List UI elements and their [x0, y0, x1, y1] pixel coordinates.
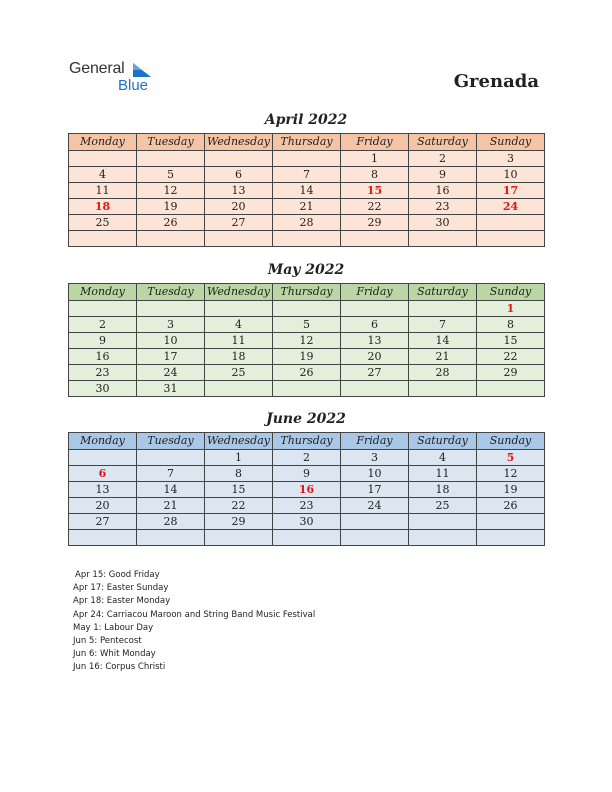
day-cell: 21	[409, 349, 477, 365]
holiday-item: Apr 15: Good Friday	[75, 570, 160, 580]
holiday-list	[73, 569, 315, 675]
day-cell	[137, 450, 205, 466]
day-cell: 22	[477, 349, 545, 365]
day-cell: 14	[137, 482, 205, 498]
week-row	[69, 349, 545, 365]
day-cell: 27	[69, 514, 137, 530]
day-cell: 29	[341, 215, 409, 231]
day-cell	[205, 231, 273, 247]
day-cell: 10	[341, 466, 409, 482]
day-cell: 23	[409, 199, 477, 215]
day-cell: 10	[137, 333, 205, 349]
weekday-header: Saturday	[409, 284, 477, 301]
day-cell: 11	[205, 333, 273, 349]
day-cell: 2	[69, 317, 137, 333]
day-cell: 27	[341, 365, 409, 381]
week-row	[69, 317, 545, 333]
day-cell: 9	[409, 167, 477, 183]
month-title-june: June 2022	[266, 411, 346, 427]
day-cell: 7	[409, 317, 477, 333]
weekday-header: Tuesday	[137, 284, 205, 301]
day-cell	[69, 301, 137, 317]
day-cell: 12	[273, 333, 341, 349]
day-cell: 11	[409, 466, 477, 482]
day-cell	[137, 231, 205, 247]
day-cell: 21	[137, 498, 205, 514]
weekday-header: Monday	[69, 284, 137, 301]
day-cell: 19	[273, 349, 341, 365]
day-cell: 28	[273, 215, 341, 231]
day-cell: 28	[137, 514, 205, 530]
day-cell: 18	[69, 199, 137, 215]
day-cell: 13	[69, 482, 137, 498]
day-cell	[409, 530, 477, 546]
day-cell: 25	[409, 498, 477, 514]
holiday-item: Apr 18: Easter Monday	[73, 596, 171, 607]
day-cell: 29	[205, 514, 273, 530]
day-cell: 18	[409, 482, 477, 498]
day-cell	[477, 381, 545, 397]
calendar-june	[68, 432, 545, 546]
weekday-header-row	[69, 433, 545, 450]
day-cell: 25	[205, 365, 273, 381]
day-cell: 24	[477, 199, 545, 215]
week-row	[69, 333, 545, 349]
country-title: Grenada	[453, 71, 539, 92]
day-cell: 6	[205, 167, 273, 183]
day-cell	[205, 151, 273, 167]
day-cell: 9	[273, 466, 341, 482]
weekday-header: Tuesday	[137, 433, 205, 450]
week-row	[69, 482, 545, 498]
day-cell	[409, 514, 477, 530]
day-cell: 26	[477, 498, 545, 514]
day-cell: 3	[341, 450, 409, 466]
day-cell: 24	[341, 498, 409, 514]
day-cell: 4	[69, 167, 137, 183]
day-cell: 8	[205, 466, 273, 482]
generalblue-logo	[69, 60, 169, 96]
weekday-header: Friday	[341, 134, 409, 151]
weekday-header: Sunday	[477, 284, 545, 301]
week-row	[69, 183, 545, 199]
day-cell	[341, 381, 409, 397]
day-cell: 13	[341, 333, 409, 349]
day-cell	[477, 231, 545, 247]
logo-word-general: General	[69, 60, 125, 77]
week-row	[69, 199, 545, 215]
day-cell	[477, 215, 545, 231]
week-row	[69, 215, 545, 231]
holiday-item: Jun 6: Whit Monday	[73, 649, 156, 660]
weekday-header: Wednesday	[205, 284, 273, 301]
weekday-header: Thursday	[273, 284, 341, 301]
day-cell: 23	[273, 498, 341, 514]
day-cell	[137, 151, 205, 167]
day-cell: 12	[477, 466, 545, 482]
week-row	[69, 151, 545, 167]
day-cell: 16	[69, 349, 137, 365]
day-cell: 20	[341, 349, 409, 365]
day-cell: 1	[341, 151, 409, 167]
week-row	[69, 450, 545, 466]
day-cell: 8	[477, 317, 545, 333]
month-title-may: May 2022	[267, 262, 345, 278]
day-cell: 7	[273, 167, 341, 183]
day-cell: 15	[341, 183, 409, 199]
weekday-header: Monday	[69, 134, 137, 151]
day-cell: 5	[477, 450, 545, 466]
day-cell: 21	[273, 199, 341, 215]
day-cell: 1	[205, 450, 273, 466]
month-title-april: April 2022	[264, 112, 348, 128]
day-cell: 20	[69, 498, 137, 514]
day-cell: 27	[205, 215, 273, 231]
day-cell: 26	[273, 365, 341, 381]
week-row	[69, 167, 545, 183]
logo-flag-icon	[133, 63, 151, 77]
day-cell: 22	[341, 199, 409, 215]
week-row	[69, 231, 545, 247]
holiday-item: Apr 24: Carriacou Maroon and String Band Music Festival	[73, 609, 316, 620]
week-row	[69, 530, 545, 546]
day-cell: 1	[477, 301, 545, 317]
day-cell: 19	[477, 482, 545, 498]
day-cell	[273, 381, 341, 397]
day-cell	[69, 530, 137, 546]
day-cell	[341, 301, 409, 317]
day-cell	[273, 301, 341, 317]
weekday-header: Wednesday	[205, 433, 273, 450]
week-row	[69, 365, 545, 381]
day-cell: 18	[205, 349, 273, 365]
day-cell: 10	[477, 167, 545, 183]
day-cell: 30	[273, 514, 341, 530]
day-cell: 23	[69, 365, 137, 381]
day-cell: 14	[409, 333, 477, 349]
day-cell: 2	[409, 151, 477, 167]
day-cell: 13	[205, 183, 273, 199]
day-cell: 5	[137, 167, 205, 183]
day-cell	[69, 450, 137, 466]
day-cell	[69, 231, 137, 247]
weekday-header: Thursday	[273, 134, 341, 151]
day-cell	[205, 530, 273, 546]
day-cell: 15	[477, 333, 545, 349]
weekday-header: Tuesday	[137, 134, 205, 151]
day-cell	[137, 301, 205, 317]
day-cell: 14	[273, 183, 341, 199]
day-cell	[137, 530, 205, 546]
week-row	[69, 301, 545, 317]
day-cell: 29	[477, 365, 545, 381]
day-cell: 3	[477, 151, 545, 167]
week-row	[69, 381, 545, 397]
day-cell	[409, 231, 477, 247]
day-cell	[409, 301, 477, 317]
day-cell: 8	[341, 167, 409, 183]
day-cell: 11	[69, 183, 137, 199]
week-row	[69, 498, 545, 514]
weekday-header: Wednesday	[205, 134, 273, 151]
day-cell	[205, 381, 273, 397]
day-cell: 4	[409, 450, 477, 466]
day-cell: 31	[137, 381, 205, 397]
day-cell: 16	[409, 183, 477, 199]
day-cell: 20	[205, 199, 273, 215]
weekday-header: Sunday	[477, 134, 545, 151]
holiday-item: Apr 17: Easter Sunday	[73, 583, 169, 594]
holiday-item: Jun 16: Corpus Christi	[73, 662, 166, 673]
week-row	[69, 466, 545, 482]
holiday-item: Jun 5: Pentecost	[73, 635, 142, 646]
holiday-item: May 1: Labour Day	[73, 622, 154, 633]
day-cell: 7	[137, 466, 205, 482]
day-cell: 2	[273, 450, 341, 466]
day-cell	[341, 231, 409, 247]
day-cell: 17	[341, 482, 409, 498]
day-cell	[477, 514, 545, 530]
day-cell: 26	[137, 215, 205, 231]
day-cell	[273, 231, 341, 247]
weekday-header: Thursday	[273, 433, 341, 450]
weekday-header: Saturday	[409, 433, 477, 450]
day-cell: 6	[341, 317, 409, 333]
day-cell	[69, 151, 137, 167]
weekday-header: Friday	[341, 433, 409, 450]
weekday-header: Saturday	[409, 134, 477, 151]
day-cell: 30	[409, 215, 477, 231]
day-cell: 16	[273, 482, 341, 498]
day-cell: 28	[409, 365, 477, 381]
day-cell: 3	[137, 317, 205, 333]
day-cell: 9	[69, 333, 137, 349]
day-cell: 22	[205, 498, 273, 514]
day-cell: 15	[205, 482, 273, 498]
day-cell	[341, 514, 409, 530]
day-cell: 5	[273, 317, 341, 333]
day-cell: 19	[137, 199, 205, 215]
day-cell: 30	[69, 381, 137, 397]
day-cell	[273, 151, 341, 167]
day-cell: 17	[477, 183, 545, 199]
day-cell	[477, 530, 545, 546]
day-cell: 6	[69, 466, 137, 482]
calendar-april	[68, 133, 545, 247]
day-cell: 25	[69, 215, 137, 231]
day-cell	[273, 530, 341, 546]
weekday-header-row	[69, 284, 545, 301]
weekday-header: Friday	[341, 284, 409, 301]
day-cell: 24	[137, 365, 205, 381]
weekday-header-row	[69, 134, 545, 151]
day-cell: 17	[137, 349, 205, 365]
calendar-may	[68, 283, 545, 397]
weekday-header: Monday	[69, 433, 137, 450]
day-cell	[409, 381, 477, 397]
day-cell: 12	[137, 183, 205, 199]
day-cell: 4	[205, 317, 273, 333]
day-cell	[341, 530, 409, 546]
week-row	[69, 514, 545, 530]
logo-word-blue: Blue	[118, 77, 149, 94]
weekday-header: Sunday	[477, 433, 545, 450]
day-cell	[205, 301, 273, 317]
